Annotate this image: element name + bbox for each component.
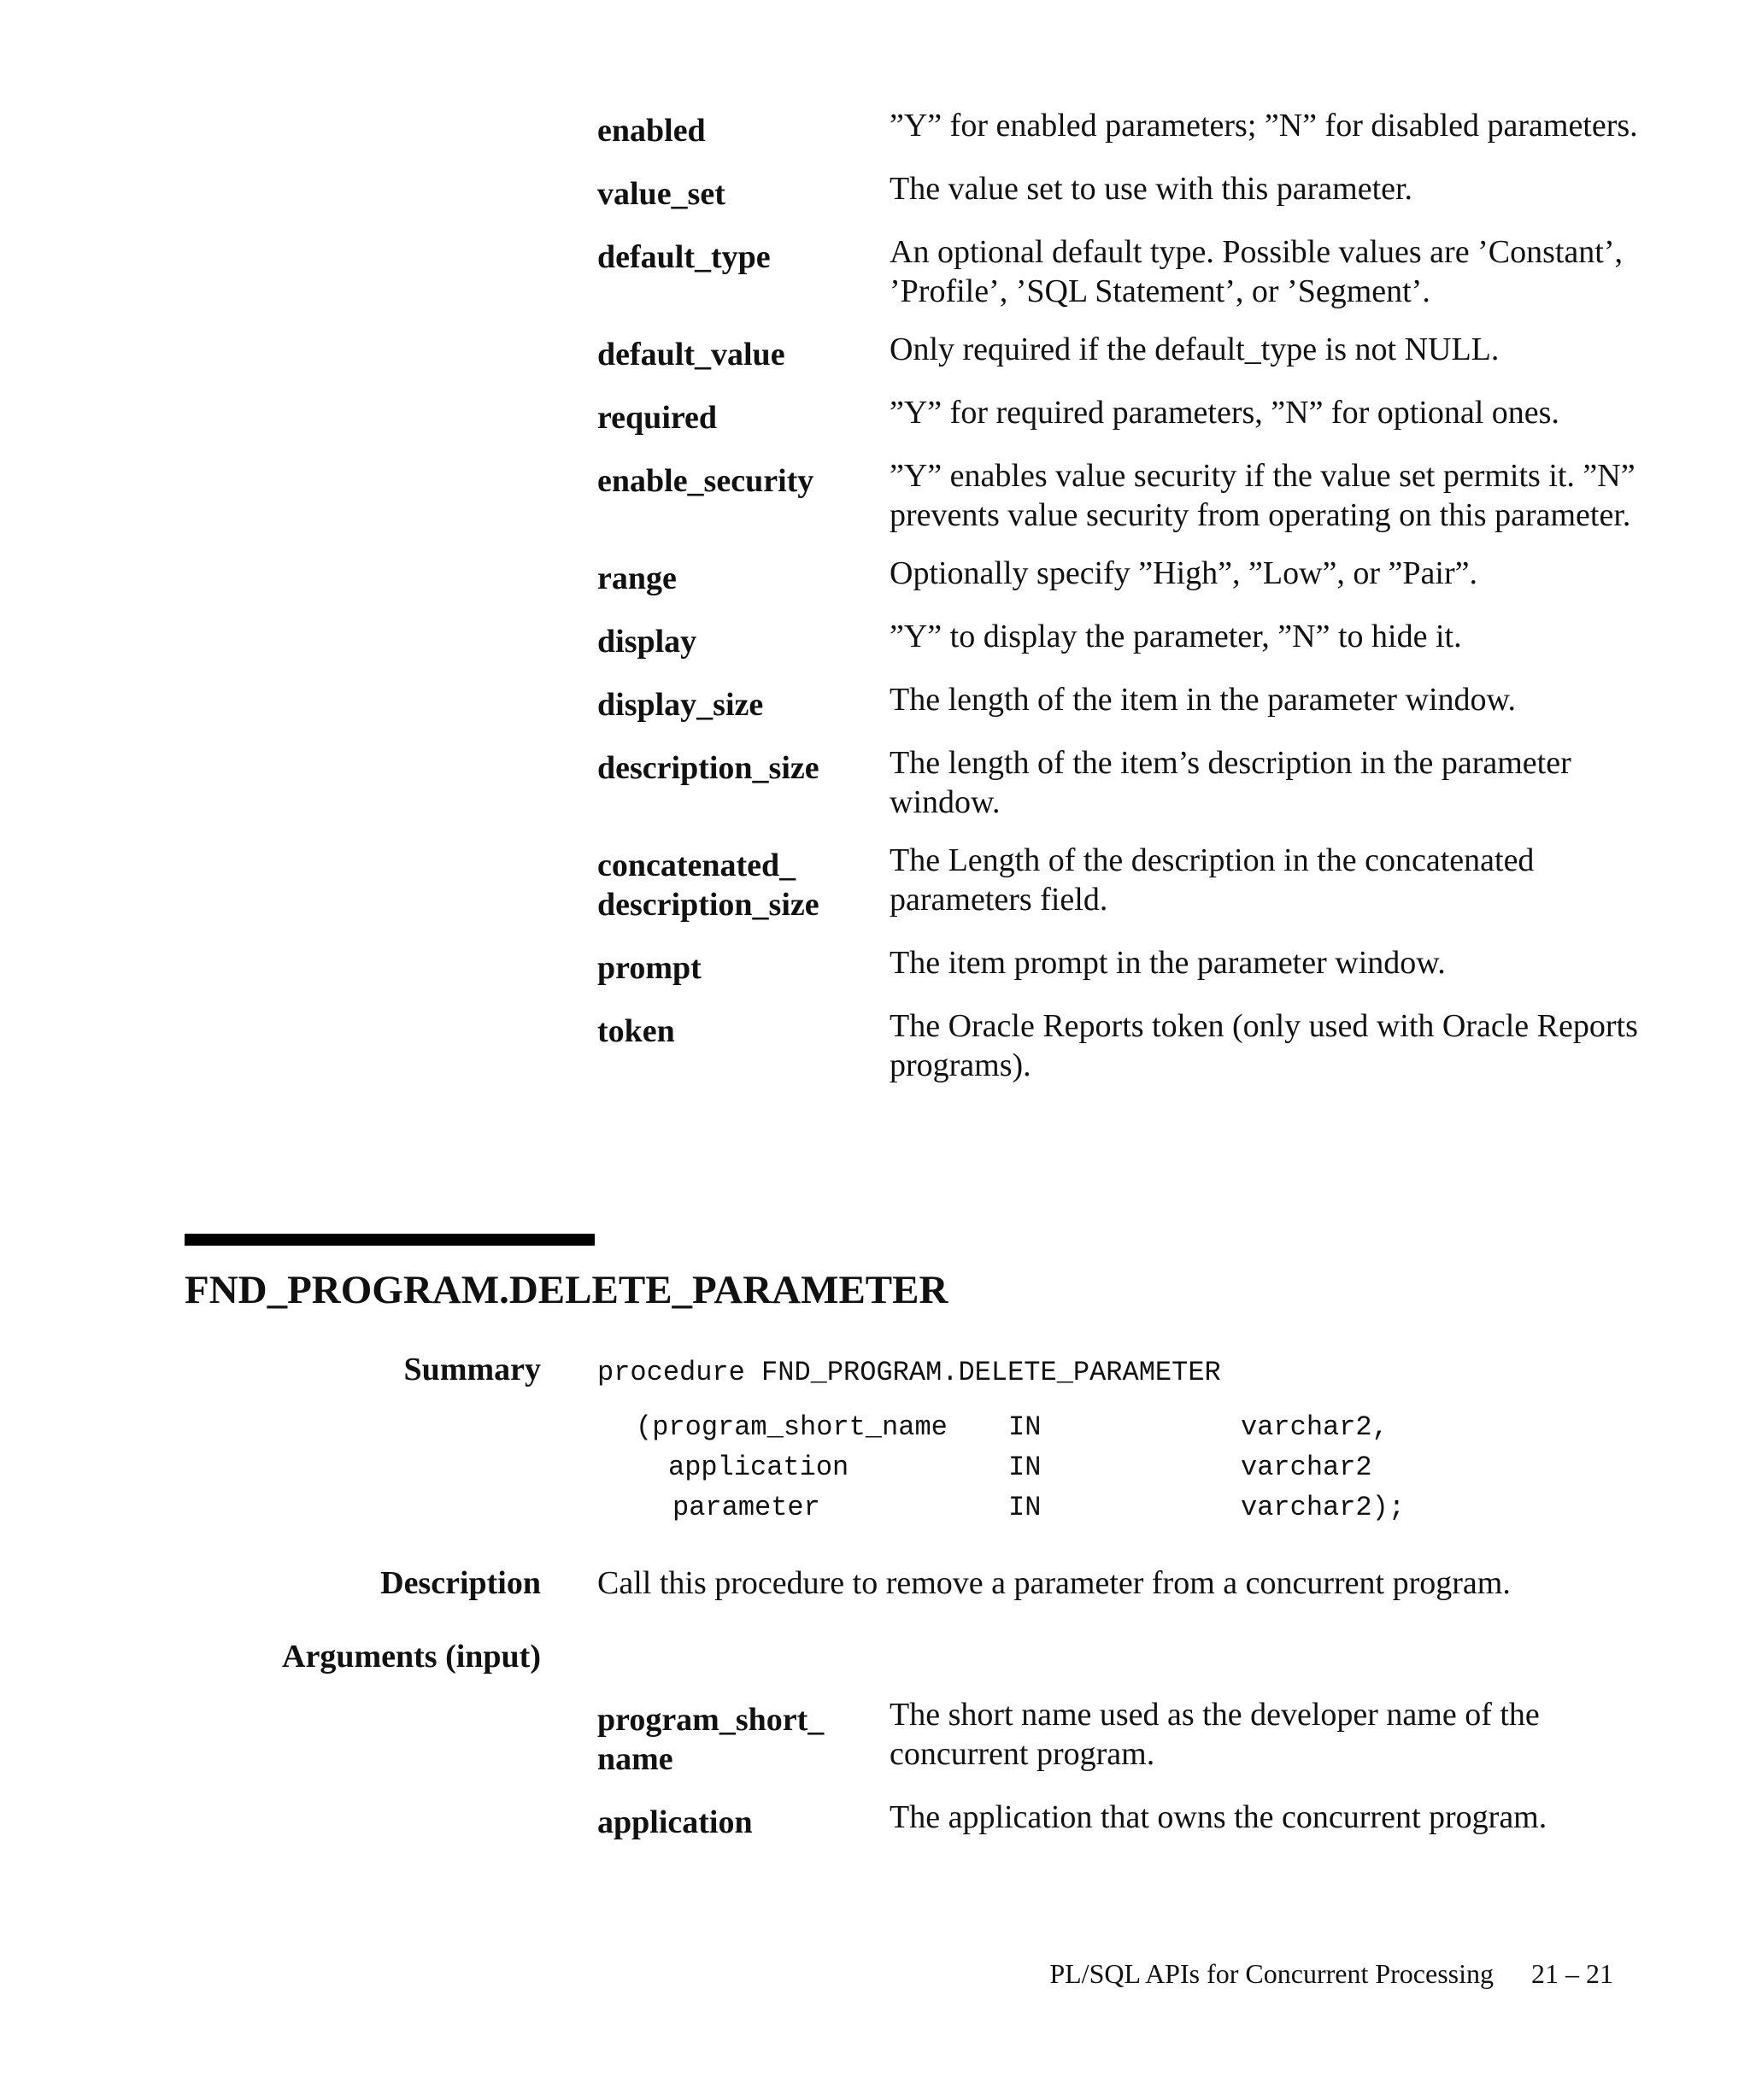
- argument-row: [0, 1695, 1750, 1779]
- argument-desc: The short name used as the developer name of the concurrent program.: [890, 1697, 1540, 1772]
- description-label: Description: [380, 1565, 541, 1601]
- definition-desc: ”Y” to display the parameter, ”N” to hide it.: [890, 619, 1462, 654]
- definition-row: [0, 330, 1750, 374]
- definition-row: [0, 841, 1750, 924]
- definition-desc: The Length of the description in the concatenated parameters field.: [890, 842, 1535, 918]
- argument-term: application: [597, 1804, 753, 1840]
- definition-desc: The length of the item in the parameter window.: [890, 682, 1517, 718]
- definition-term: enable_security: [597, 463, 814, 499]
- parameter-definition-list: [0, 106, 1750, 1104]
- definition-row: [0, 169, 1750, 214]
- definition-row: [0, 554, 1750, 598]
- definition-desc: An optional default type. Possible values are ’Constant’, ’Profile’, ’SQL Statement’, or ’Segment’.: [890, 234, 1623, 309]
- page-number: 21 – 21: [1531, 1958, 1613, 1989]
- signature-arg-mode: IN: [1008, 1411, 1042, 1443]
- definition-term: prompt: [597, 950, 702, 986]
- definition-term: default_type: [597, 239, 771, 275]
- signature-arg-name: parameter: [672, 1492, 820, 1523]
- signature-arg-type: varchar2);: [1241, 1492, 1406, 1523]
- definition-row: [0, 393, 1750, 437]
- arguments-label: Arguments (input): [282, 1639, 541, 1675]
- definition-desc: Optionally specify ”High”, ”Low”, or ”Pair”.: [890, 555, 1477, 591]
- definition-term: display_size: [597, 687, 764, 723]
- definition-row: [0, 617, 1750, 661]
- description-text: Call this procedure to remove a parameter from a concurrent program.: [597, 1565, 1511, 1601]
- summary-code: procedure FND_PROGRAM.DELETE_PARAMETER: [597, 1357, 1221, 1388]
- definition-desc: ”Y” enables value security if the value set permits it. ”N” prevents value security from operating on this parameter.: [890, 458, 1635, 533]
- section-title: FND_PROGRAM.DELETE_PARAMETER: [185, 1268, 948, 1312]
- signature-arg-name: (program_short_name: [636, 1411, 948, 1443]
- argument-term: program_short_ name: [597, 1702, 825, 1777]
- definition-desc: The value set to use with this parameter.: [890, 171, 1413, 207]
- page-footer: [1049, 1956, 1613, 1991]
- definition-term: range: [597, 560, 677, 596]
- argument-desc: The application that owns the concurrent program.: [890, 1799, 1547, 1835]
- definition-row: [0, 1006, 1750, 1085]
- definition-desc: The length of the item’s description in the parameter window.: [890, 745, 1571, 820]
- definition-term: description_size: [597, 750, 819, 786]
- signature-arg-name: application: [668, 1452, 849, 1483]
- signature-arg-mode: IN: [1008, 1452, 1042, 1483]
- definition-row: [0, 106, 1750, 150]
- definition-term: concatenated_ description_size: [597, 848, 819, 923]
- definition-desc: The Oracle Reports token (only used with Oracle Reports programs).: [890, 1008, 1638, 1083]
- definition-row: [0, 232, 1750, 311]
- argument-row: [0, 1798, 1750, 1842]
- definition-term: enabled: [597, 113, 706, 149]
- definition-term: required: [597, 400, 718, 436]
- definition-term: display: [597, 624, 697, 660]
- summary-label: Summary: [403, 1352, 541, 1387]
- definition-desc: ”Y” for required parameters, ”N” for optional ones.: [890, 395, 1559, 431]
- definition-desc: Only required if the default_type is not NULL.: [890, 331, 1500, 367]
- definition-row: [0, 456, 1750, 535]
- signature-arg-mode: IN: [1008, 1492, 1042, 1523]
- footer-title: PL/SQL APIs for Concurrent Processing: [1049, 1958, 1494, 1989]
- definition-desc: The item prompt in the parameter window.: [890, 945, 1446, 981]
- section-rule: [185, 1234, 595, 1246]
- signature-arg-type: varchar2: [1241, 1452, 1372, 1483]
- definition-row: [0, 943, 1750, 988]
- arguments-list: [0, 1695, 1750, 1861]
- definition-term: default_value: [597, 337, 785, 372]
- signature-arg-type: varchar2,: [1241, 1411, 1389, 1443]
- definition-row: [0, 680, 1750, 724]
- definition-desc: ”Y” for enabled parameters; ”N” for disabled parameters.: [890, 108, 1638, 144]
- definition-term: token: [597, 1013, 675, 1049]
- definition-row: [0, 743, 1750, 822]
- definition-term: value_set: [597, 176, 725, 212]
